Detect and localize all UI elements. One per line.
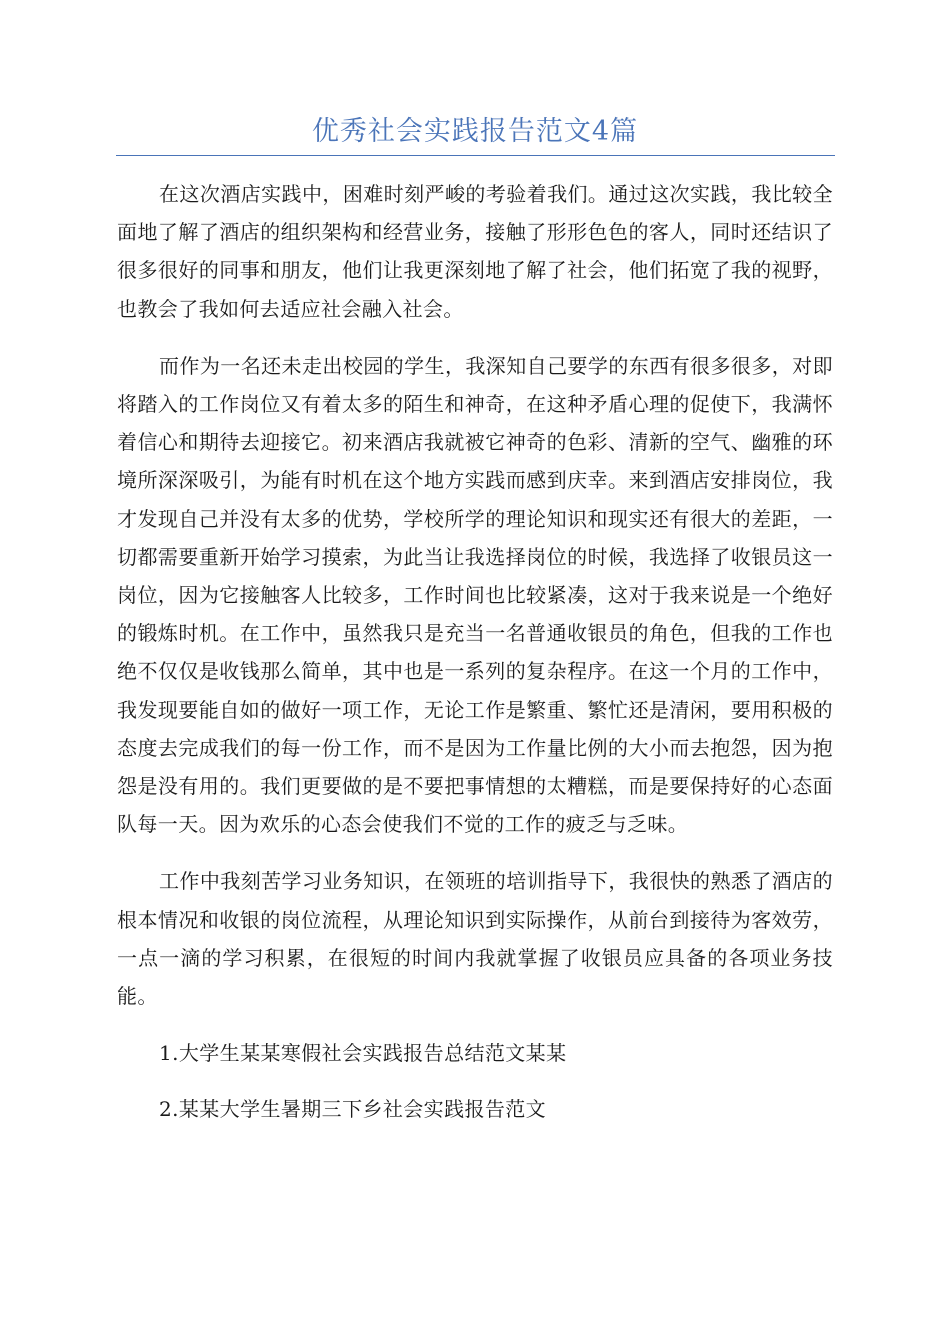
paragraph: 而作为一名还未走出校园的学生，我深知自己要学的东西有很多很多，对即将踏入的工作岗位又有着太多的陌生和神奇，在这种矛盾心理的促使下，我满怀着信心和期待去迎接它。初来酒店我就被它神奇的色彩、清新的空气、幽雅的环境所深深吸引，为能有时机在这个地方实践而感到庆幸。来到酒店安排岗位，我才发现自己并没有太多的优势，学校所学的理论知识和现实还有很大的差距，一切都需要重新开始学习摸索，为此当让我选择岗位的时候，我选择了收银员这一岗位，因为它接触客人比较多，工作时间也比较紧凑，这对于我来说是一个绝好的锻炼时机。在工作中，虽然我只是充当一名普通收银员的角色，但我的工作也绝不仅仅是收钱那么简单，其中也是一系列的复杂程序。在这一个月的工作中，我发现要能自如的做好一项工作，无论工作是繁重、繁忙还是清闲，要用积极的态度去完成我们的每一份工作，而不是因为工作量比例的大小而去抱怨，因为抱怨是没有用的。我们更要做的是不要把事情想的太糟糕，而是要保持好的心态面队每一天。因为欢乐的心态会使我们不觉的工作的疲乏与乏味。 — [117, 353, 833, 837]
paragraph: 工作中我刻苦学习业务知识，在领班的培训指导下，我很快的熟悉了酒店的根本情况和收银的岗位流程，从理论知识到实际操作，从前台到接待为客效劳，一点一滴的学习积累，在很短的时间内我就掌握了收银员应具备的各项业务技能。 — [117, 869, 833, 1009]
title-underline — [116, 155, 835, 156]
document-body — [117, 175, 833, 1146]
document-title: 优秀社会实践报告范文4篇 — [311, 116, 639, 147]
list-item: 2.某某大学生暑期三下乡社会实践报告范文 — [159, 1097, 547, 1122]
paragraph: 在这次酒店实践中，困难时刻严峻的考验着我们。通过这次实践，我比较全面地了解了酒店的组织架构和经营业务，接触了形形色色的客人，同时还结识了很多很好的同事和朋友，他们让我更深刻地了解了社会，他们拓宽了我的视野，也教会了我如何去适应社会融入社会。 — [117, 182, 833, 321]
list-item: 1.大学生某某寒假社会实践报告总结范文某某 — [159, 1041, 567, 1066]
